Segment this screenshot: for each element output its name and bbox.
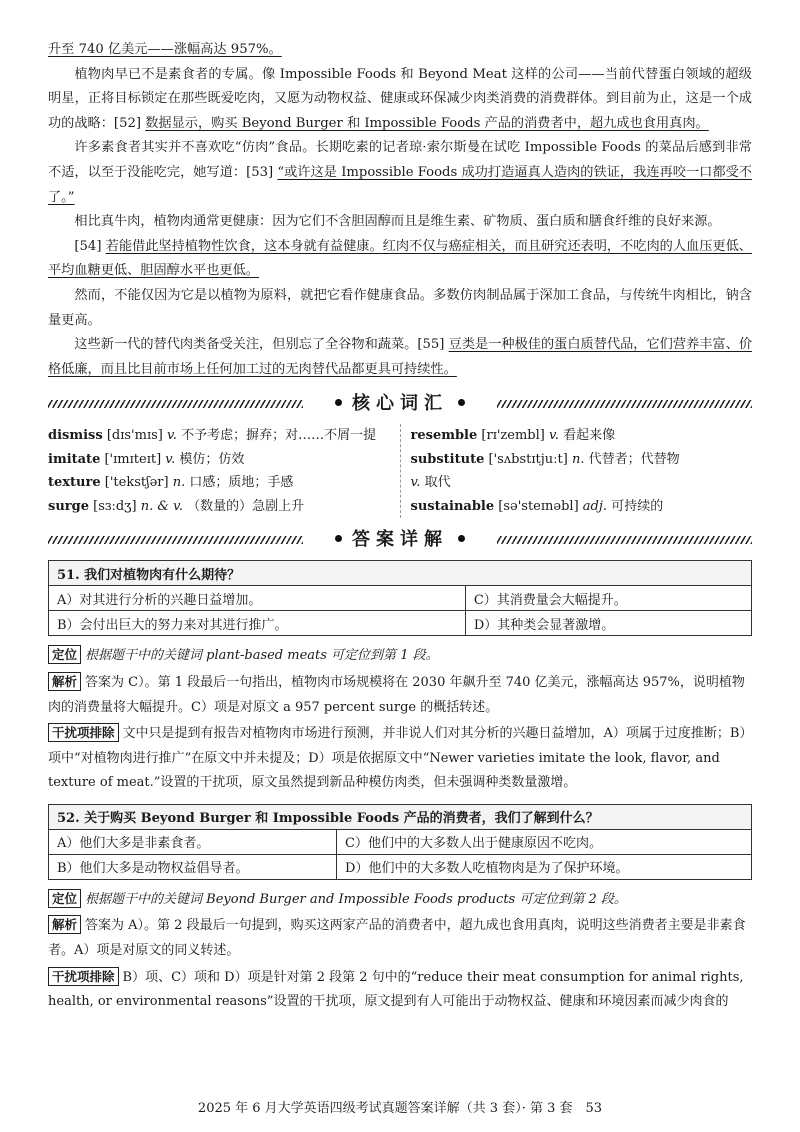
analysis-tag: 解析 (48, 672, 81, 691)
vocab-def: 可持续的 (611, 498, 664, 514)
vocab-ipa: [dɪs'mɪs] (106, 428, 163, 444)
question-52-table (48, 804, 752, 880)
question-stem: 51. 我们对植物肉有什么期待？ (49, 561, 752, 586)
vocab-pos: v. (167, 428, 177, 444)
option-d: D）他们中的大多数人吃植物肉是为了保护环境。 (337, 854, 752, 879)
option-b: B）他们大多是动物权益倡导者。 (49, 854, 337, 879)
vocab-list (48, 424, 752, 518)
vocab-entry (48, 424, 390, 448)
vocab-def: 看起来像 (563, 428, 616, 444)
passage-p4-underline: 若能借此坚持植物性饮食，这本身就有益健康。红肉不仅与癌症相关，而且研究还表明，不吃肉的人血压更低、平均血糖更低、胆固醇水平也更低。 (48, 238, 752, 279)
vocab-ipa: [sɜːdʒ] (93, 498, 137, 514)
vocab-word: sustainable (410, 498, 495, 514)
vocab-word: substitute (410, 451, 485, 467)
vocab-pos: v. (410, 475, 421, 491)
vocab-section-header (48, 390, 752, 418)
distractor-tag: 干扰项排除 (48, 723, 119, 742)
passage-p2-text: 许多素食者其实并不喜欢吃“仿肉”食品。长期吃素的记者琼·索尔斯曼在试吃 Impossible Foods 的菜品后感到非常不适，以至于没能吃完，她写道：[53] (48, 140, 752, 180)
locate-text: 根据题干中的关键词 Beyond Burger and Impossible Foods products 可定位到第 2 段。 (85, 891, 627, 907)
vocab-word: resemble (410, 428, 478, 444)
passage-p2-underline: “或许这是 Impossible Foods 成功打造逼真人造肉的铁证，我连再咬一口都受不了。” (48, 164, 752, 205)
distractor-text: 文中只是提到有报告对植物肉市场进行预测，并非说人们对其分析的兴趣日益增加，A）项属于过度推断；B）项中“对植物肉进行推广”在原文中并未提及；D）项是依据原文中“Newer varieties imitate the look, flavor, and texture of meat.”设置的干扰项，原文虽然提到新品种模仿肉类，但未强调种类数量激增。 (48, 726, 746, 791)
passage-p0-text: 升至 740 亿美元——涨幅高达 957%。 (48, 42, 282, 57)
vocab-word: texture (48, 475, 101, 491)
option-c: C）其消费量会大幅提升。 (465, 586, 751, 611)
vocab-def: 不予考虑；摒弃；对……不屑一提 (181, 428, 377, 444)
locate-tag: 定位 (48, 645, 81, 664)
vocab-pos: n. & v. (140, 498, 184, 514)
distractor-note (48, 722, 752, 796)
vocab-ipa: ['sʌbstɪtjuːt] (488, 451, 568, 467)
vocab-column-right (401, 424, 753, 518)
question-stem: 52. 关于购买 Beyond Burger 和 Impossible Foods 产品的消费者，我们了解到什么？ (49, 804, 752, 829)
vocab-def: 取代 (424, 475, 451, 491)
vocab-ipa: ['ɪmɪteɪt] (104, 451, 162, 467)
page-footer: 2025 年 6 月大学英语四级考试真题答案详解（共 3 套）· 第 3 套 53 (197, 1101, 603, 1116)
passage-paragraph-5: 然而，不能仅因为它是以植物为原料，就把它看作健康食品。多数仿肉制品属于深加工食品，与传统牛肉相比，钠含量更高。 (48, 287, 752, 328)
vocab-ipa: [rɪ'zembl] (481, 428, 545, 444)
analysis-text: 答案为 A）。第 2 段最后一句提到，购买这两家产品的消费者中，超九成也食用真肉，说明这些消费者主要是非素食者。A）项是对原文的同义转述。 (48, 918, 746, 959)
vocab-word: imitate (48, 451, 101, 467)
section-title: 核心词汇 (352, 393, 448, 415)
vocab-def: （数量的）急剧上升 (187, 498, 305, 514)
analysis-text: 答案为 C）。第 1 段最后一句指出，植物肉市场规模将在 2030 年飙升至 740 亿美元，涨幅高达 957%，说明植物肉的消费量将大幅提升。C）项是对原文 a 957 percent surge 的概括转述。 (48, 674, 745, 715)
analysis-note (48, 671, 752, 720)
vocab-entry (411, 424, 753, 448)
passage-p1-underline: 数据显示，购买 Beyond Burger 和 Impossible Foods 产品的消费者中，超九成也食用真肉。 (145, 115, 709, 131)
vocab-word: dismiss (48, 428, 103, 444)
vocab-column-left (48, 424, 401, 518)
bullet-icon (335, 399, 342, 406)
passage-p1-text: 植物肉早已不是素食者的专属。像 Impossible Foods 和 Beyond Meat 这样的公司——当前代替蛋白领域的超级明星，正将目标锁定在那些既爱吃肉，又愿为动物权益、健康或环保减少肉类消费的消费群体。到目前为止，这是一个成功的战略：[52] (48, 66, 752, 131)
distractor-note (48, 966, 752, 1015)
vocab-word: surge (48, 498, 89, 514)
passage-p6-underline: 豆类是一种极佳的蛋白质替代品，它们营养丰富、价格低廉，而且比目前市场上任何加工过的无肉替代品都更具可持续性。 (48, 337, 753, 377)
locate-note (48, 888, 752, 913)
question-51-table (48, 560, 752, 636)
option-d: D）其种类会显著激增。 (465, 611, 751, 636)
passage-paragraph-1 (48, 63, 752, 137)
vocab-pos: n. (172, 475, 186, 491)
vocab-entry (411, 448, 753, 472)
distractor-text: B）项、C）项和 D）项是针对第 2 段第 2 句中的“reduce their meat consumption for animal rights, health, or environmental reasons”设置的干扰项，原文提到有人可能出于动物权益、健康和环境因素而减少肉食的 (48, 969, 744, 1010)
passage-paragraph-3: 相比真牛肉，植物肉通常更健康：因为它们不含胆固醇而且是维生素、矿物质、蛋白质和膳食纤维的良好来源。 (74, 214, 721, 230)
vocab-def: 代替者；代替物 (588, 451, 680, 467)
vocab-pos: v. (549, 428, 559, 444)
option-a: A）他们大多是非素食者。 (49, 829, 337, 854)
distractor-tag: 干扰项排除 (48, 967, 119, 986)
vocab-entry (48, 471, 390, 495)
passage-paragraph-6 (48, 333, 752, 382)
page-content (48, 0, 752, 1015)
bullet-icon (458, 535, 465, 542)
vocab-pos: n. (571, 451, 585, 467)
option-c: C）他们中的大多数人出于健康原因不吃肉。 (337, 829, 752, 854)
vocab-entry (48, 495, 390, 519)
vocab-pos: v. (165, 451, 176, 467)
section-title: 答案详解 (352, 529, 448, 551)
passage-paragraph-2 (48, 136, 752, 210)
passage-p4-text: [54] (74, 238, 106, 254)
locate-tag: 定位 (48, 889, 81, 908)
bullet-icon (458, 399, 465, 406)
vocab-pos: adj. (582, 498, 608, 514)
passage-paragraph-0 (48, 38, 752, 63)
option-a: A）对其进行分析的兴趣日益增加。 (49, 586, 466, 611)
bullet-icon (335, 535, 342, 542)
vocab-ipa: ['tekstʃər] (104, 475, 169, 491)
vocab-def: 口感；质地；手感 (189, 475, 294, 491)
locate-note (48, 644, 752, 669)
option-b: B）会付出巨大的努力来对其进行推广。 (49, 611, 466, 636)
passage-p6-text: 这些新一代的替代肉类备受关注，但别忘了全谷物和蔬菜。[55] (74, 337, 449, 353)
analysis-note (48, 914, 752, 963)
answer-section-header (48, 526, 752, 554)
vocab-entry (411, 495, 753, 519)
analysis-tag: 解析 (48, 915, 81, 934)
vocab-entry (48, 448, 390, 472)
vocab-entry (411, 471, 753, 495)
passage-paragraph-4 (48, 235, 752, 284)
vocab-ipa: [sə'steɪnəbl] (498, 498, 579, 514)
vocab-def: 模仿；仿效 (179, 451, 245, 467)
locate-text: 根据题干中的关键词 plant-based meats 可定位到第 1 段。 (85, 648, 439, 664)
